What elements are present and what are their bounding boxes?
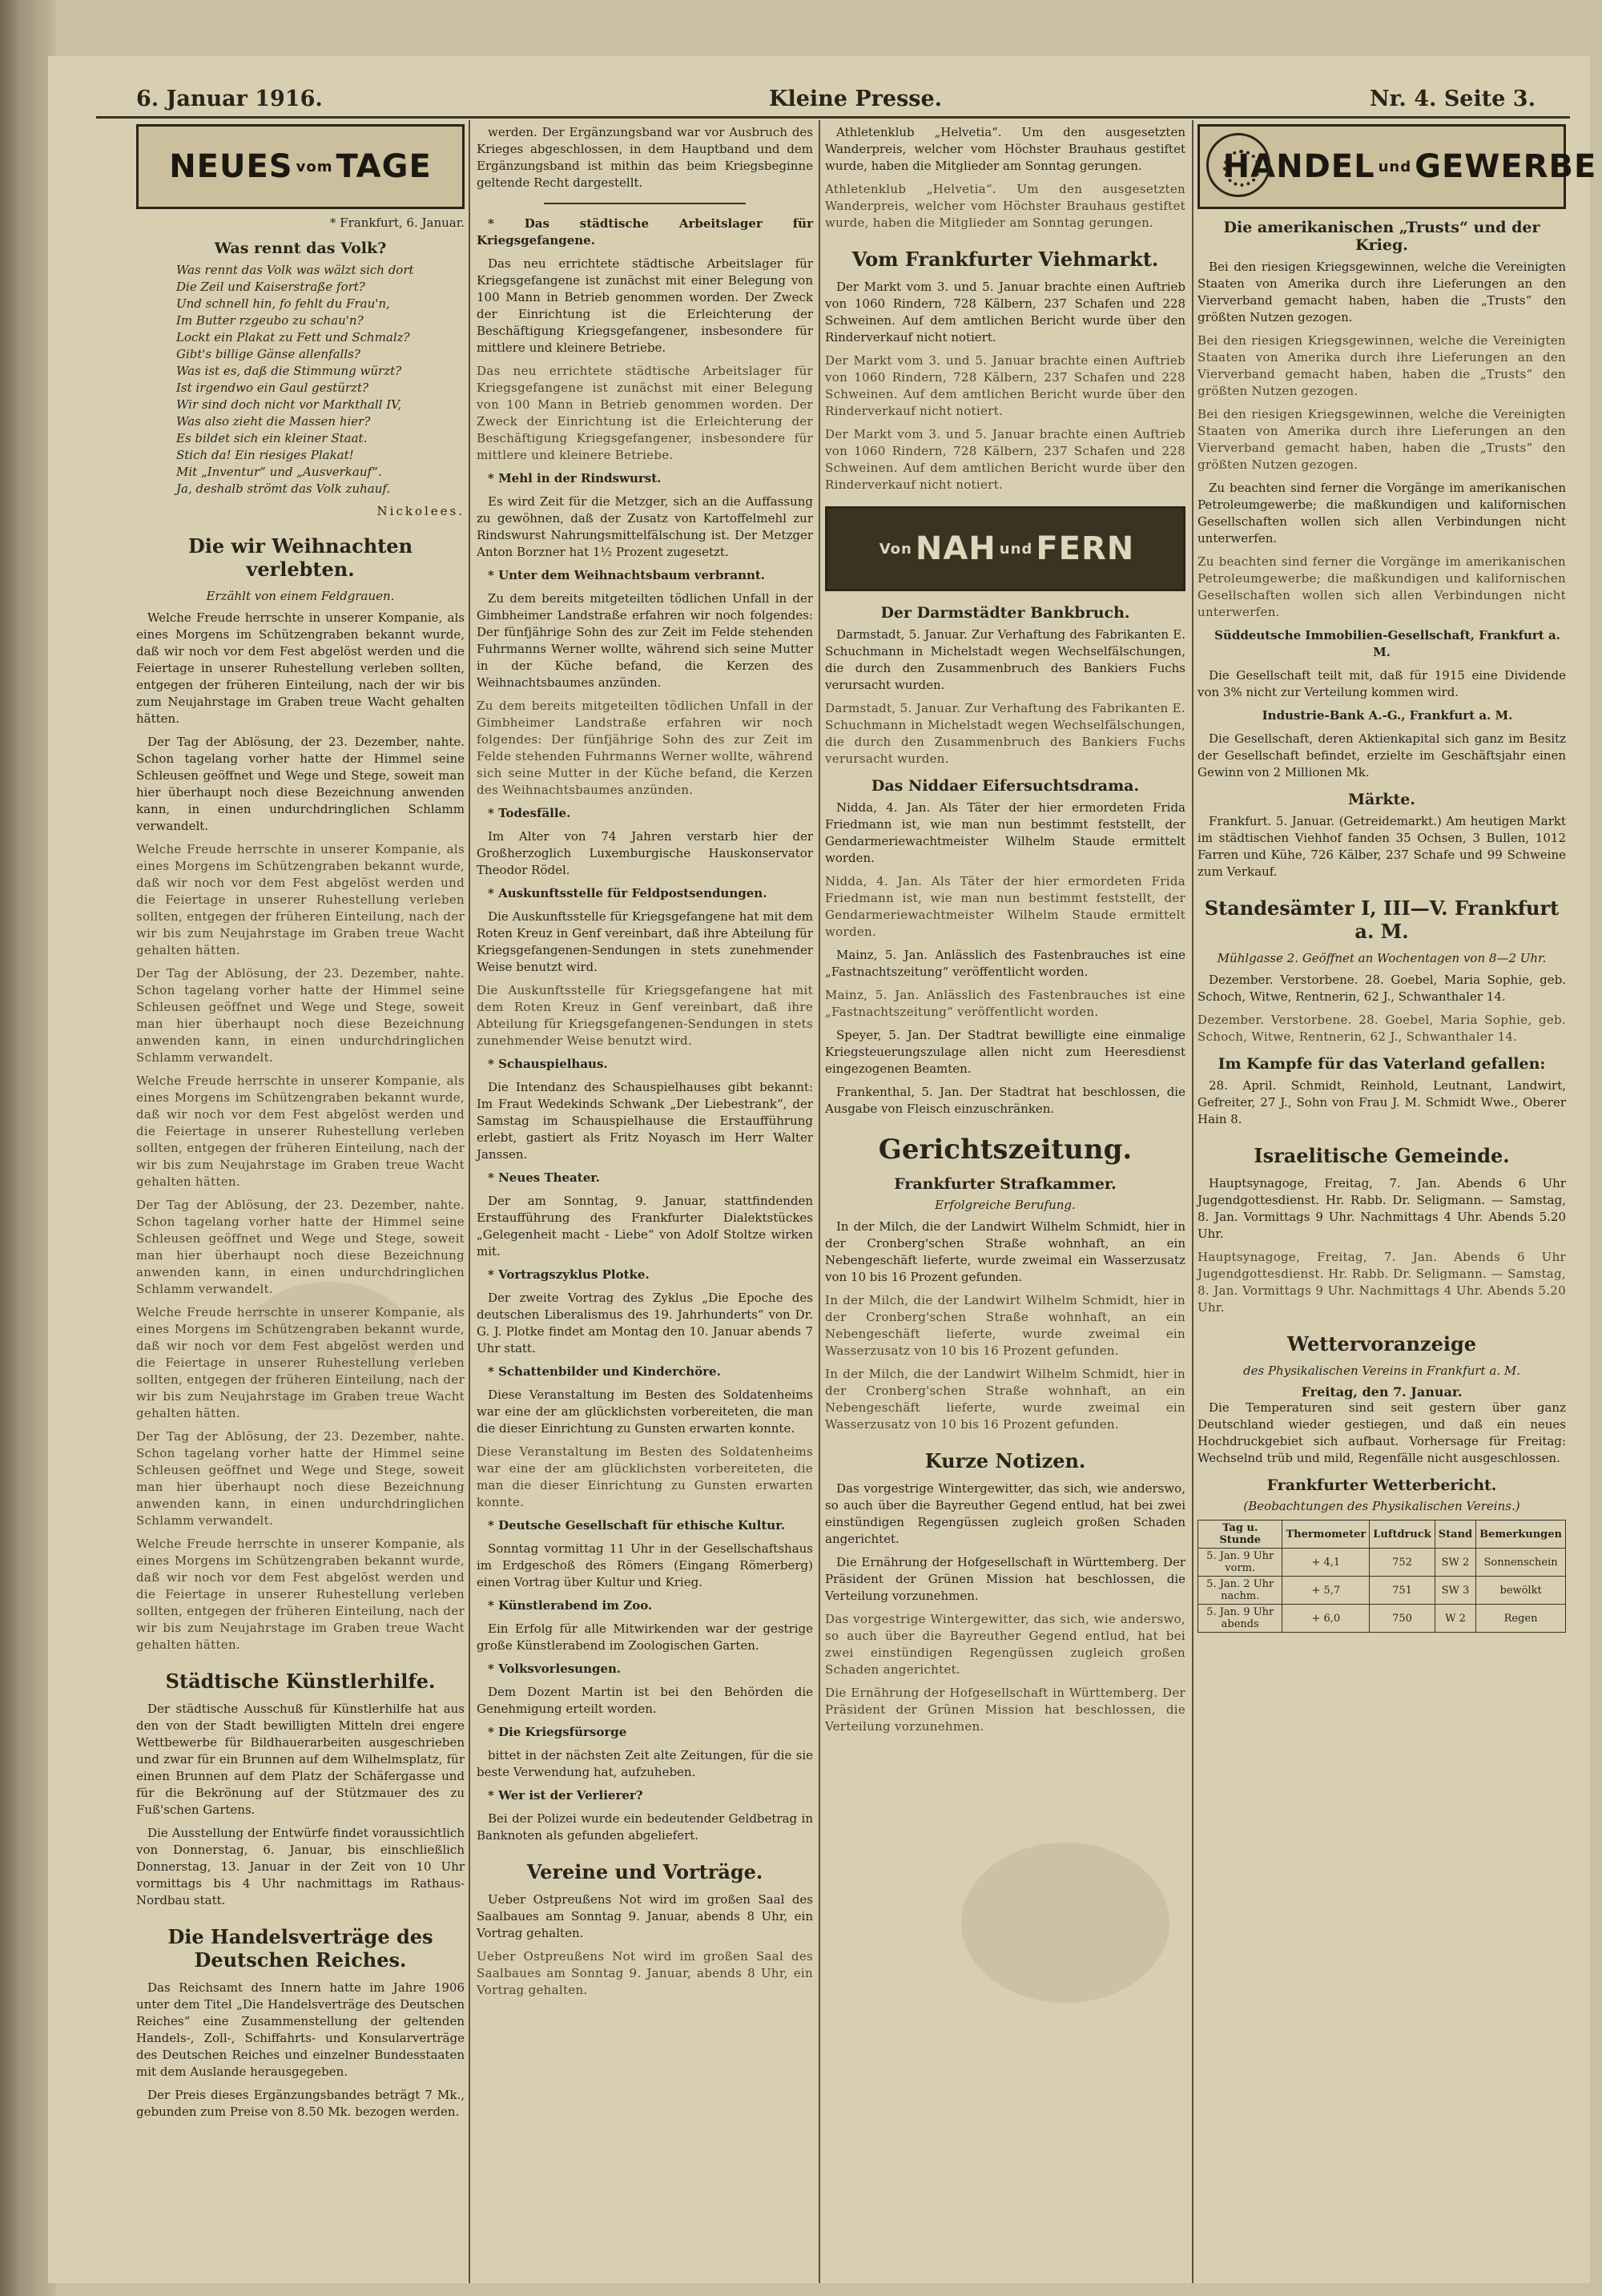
section-headline: Israelitische Gemeinde. (1254, 1144, 1510, 1167)
news-item-title: Industrie-Bank A.-G., Frankfurt a. M. (1262, 708, 1513, 723)
section-headline: Gerichtszeitung. (878, 1134, 1133, 1166)
article-paragraph: Der Tag der Ablösung, der 23. Dezember, nahte. Schon tagelang vorher hatte der Himmel seine Schleusen geöffnet und Wege und Stege, soweit man hier überhaupt noch diese Bezeichnung anwenden kann, in einen undurchdringlichen Schlamm verwandelt. (136, 966, 465, 1065)
banner-word: FERN (1036, 530, 1135, 567)
article-paragraph: Zu dem bereits mitgeteilten tödlichen Unfall in der Gimbheimer Landstraße erfahren wir noch folgendes: Der fünfjährige Sohn des zur Zeit im Felde stehenden Fuhrmanns Werner wollte, während sich seine Mutter in der Küche befand, die Kerzen des Weihnachtsbaumes anzünden. (477, 699, 813, 797)
article-paragraph: Dezember. Verstorbene. 28. Goebel, Maria Sophie, geb. Schoch, Witwe, Rentnerin, 62 J., Schwanthaler 14. (1197, 973, 1566, 1004)
article-paragraph: Ueber Ostpreußens Not wird im großen Saal des Saalbaues am Sonntag 9. Januar, abends 8 Uhr, ein Vortrag gehalten. (477, 1892, 813, 1940)
news-item-title: * Das städtische Arbeitslager für Kriegsgefangene. (477, 216, 813, 248)
table-header-cell: Stand (1435, 1521, 1475, 1549)
article-paragraph: Im Alter von 74 Jahren verstarb hier der Großherzoglich Luxemburgische Hauskonservator Theodor Rödel. (477, 829, 813, 877)
table-header-row (1198, 1521, 1566, 1549)
article-paragraph: Das vorgestrige Wintergewitter, das sich, wie anderswo, so auch über die Bayreuther Gegend entlud, hat bei zwei einstündigen Regengüssen zugleich großen Schaden angerichtet. (825, 1612, 1185, 1677)
table-cell: 751 (1370, 1577, 1435, 1605)
banner-word: NAH (915, 530, 996, 567)
section-headline: Wettervoranzeige (1286, 1332, 1476, 1355)
news-item-title: * Unter dem Weihnachtsbaum verbrannt. (488, 568, 766, 582)
article-subhead: Erzählt von einem Feldgrauen. (206, 589, 395, 603)
article-headline: Der Darmstädter Bankbruch. (880, 604, 1130, 622)
article-subhead: des Physikalischen Vereins in Frankfurt a. M. (1243, 1364, 1520, 1378)
masthead-paper-name: Kleine Presse. (769, 87, 943, 111)
news-item-title: * Auskunftsstelle für Feldpostsendungen. (488, 886, 767, 900)
article-paragraph: Die Temperaturen sind seit gestern über ganz Deutschland wieder gestiegen, und daß ein neues Hochdruckgebiet sich aufbaut. Vorhersage für Freitag: Wechselnd trüb und mild, Regenfälle nicht ausgeschlossen. (1197, 1400, 1566, 1465)
article-paragraph: In der Milch, die der Landwirt Wilhelm Schmidt, hier in der Cronberg'schen Straße wohnhaft, an ein Nebengeschäft lieferte, wurde zweimal ein Wasserzusatz von 10 bis 16 Prozent gefunden. (825, 1367, 1185, 1432)
article-headline: Vom Frankfurter Viehmarkt. (851, 248, 1159, 271)
table-row (1198, 1577, 1566, 1605)
banner-word: und (1378, 158, 1412, 175)
banner-word: Von (879, 540, 912, 558)
table-header-cell: Tag u. Stunde (1198, 1521, 1282, 1549)
weather-date: Freitag, den 7. Januar. (1301, 1384, 1463, 1400)
article-paragraph: Mainz, 5. Jan. Anlässlich des Fastenbrauches ist eine „Fastnachtszeitung“ veröffentlicht worden. (825, 988, 1185, 1019)
news-item-title: * Schattenbilder und Kinderchöre. (488, 1364, 721, 1379)
article-paragraph: bittet in der nächsten Zeit alte Zeitungen, für die sie beste Verwendung hat, aufzuheben. (477, 1748, 813, 1779)
table-cell: 5. Jan. 2 Uhr nachm. (1198, 1577, 1282, 1605)
article-headline: Die amerikanischen „Trusts“ und der Krieg. (1223, 219, 1540, 254)
banner-word: vom (296, 158, 333, 175)
article-paragraph: Zu beachten sind ferner die Vorgänge im amerikanischen Petroleumgewerbe; die maßkundigen und kalifornischen Gesellschaften wollen sich allen Verbindungen nicht unterwerfen. (1197, 481, 1566, 546)
news-item-title: * Die Kriegsfürsorge (488, 1725, 627, 1739)
section-banner-handel-und-gewerbe (1197, 124, 1597, 209)
article-paragraph: Athletenklub „Helvetia“. Um den ausgesetzten Wanderpreis, welcher vom Höchster Brauhaus gestiftet wurde, haben die Mitglieder am Sonntag gerungen. (825, 125, 1185, 173)
article-paragraph: Die Gesellschaft, deren Aktienkapital sich ganz im Besitz der Gesellschaft befindet, erzielte im Geschäftsjahr einen Gewinn von 2 Millionen Mk. (1197, 731, 1566, 779)
article-paragraph: Nidda, 4. Jan. Als Täter der hier ermordeten Frida Friedmann ist, wie man nun bestimmt feststellt, der Gendarmeriewachtmeister Wilhelm Staude ermittelt worden. (825, 800, 1185, 865)
article-paragraph: Zu beachten sind ferner die Vorgänge im amerikanischen Petroleumgewerbe; die maßkundigen und kalifornischen Gesellschaften wollen sich allen Verbindungen nicht unterwerfen. (1197, 554, 1566, 619)
news-item-title: * Künstlerabend im Zoo. (488, 1598, 653, 1613)
article-headline: Märkte. (1348, 791, 1415, 808)
column-rule (819, 120, 820, 2283)
article-paragraph: Ueber Ostpreußens Not wird im großen Saal des Saalbaues am Sonntag 9. Januar, abends 8 Uhr, ein Vortrag gehalten. (477, 1949, 813, 1997)
banner-word: NEUES (169, 148, 293, 185)
news-item-title: * Neues Theater. (488, 1170, 600, 1185)
article-headline: Die wir Weihnachten verlebten. (187, 534, 413, 581)
article-paragraph: Bei den riesigen Kriegsgewinnen, welche die Vereinigten Staaten von Amerika durch ihre Lieferungen an den Vierverband gemacht haben, haben die „Trusts“ den größten Nutzen gezogen. (1197, 333, 1566, 398)
article-headline: Frankfurter Strafkammer. (894, 1175, 1117, 1193)
masthead-page-number: Nr. 4. Seite 3. (1370, 87, 1536, 111)
article-headline: Frankfurter Wetterbericht. (1266, 1476, 1497, 1494)
article-paragraph: Speyer, 5. Jan. Der Stadtrat bewilligte eine einmalige Kriegsteuerungszulage allen nicht zum Heeresdienst eingezogenen Beamten. (825, 1028, 1185, 1076)
article-paragraph: In der Milch, die der Landwirt Wilhelm Schmidt, hier in der Cronberg'schen Straße wohnhaft, an ein Nebengeschäft lieferte, wurde zweimal ein Wasserzusatz von 10 bis 16 Prozent gefunden. (825, 1219, 1185, 1284)
article-headline: Vereine und Vorträge. (526, 1860, 763, 1883)
masthead-rule (96, 116, 1570, 119)
article-paragraph: 28. April. Schmidt, Reinhold, Leutnant, Landwirt, Gefreiter, 27 J., Sohn von Frau J. M. Schmidt Wwe., Oberer Hain 8. (1197, 1078, 1566, 1126)
article-paragraph: Mainz, 5. Jan. Anlässlich des Fastenbrauches ist eine „Fastnachtszeitung“ veröffentlicht worden. (825, 948, 1185, 979)
article-paragraph: Bei den riesigen Kriegsgewinnen, welche die Vereinigten Staaten von Amerika durch ihre Lieferungen an den Vierverband gemacht haben, haben die „Trusts“ den größten Nutzen gezogen. (1197, 260, 1566, 324)
article-headline: Im Kampfe für das Vaterland gefallen: (1218, 1055, 1546, 1073)
weather-table (1197, 1520, 1566, 1633)
article-paragraph: Athletenklub „Helvetia“. Um den ausgesetzten Wanderpreis, welcher vom Höchster Brauhaus gestiftet wurde, haben die Mitglieder am Sonntag gerungen. (825, 182, 1185, 230)
table-cell: Regen (1476, 1605, 1566, 1633)
article-paragraph: Diese Veranstaltung im Besten des Soldatenheims war eine der am glücklichsten vorbereiteten, die man die dieser Einrichtung zu Gunsten erwarten konnte. (477, 1388, 813, 1436)
article-paragraph: Sonntag vormittag 11 Uhr in der Gesellschaftshaus im Erdgeschoß des Römers (Eingang Römerberg) einen Vortrag über Kultur und Krieg. (477, 1541, 813, 1589)
article-paragraph: Welche Freude herrschte in unserer Kompanie, als eines Morgens im Schützengraben bekannt wurde, daß wir noch vor dem Fest abgelöst werden und die Feiertage in unserer Ruhestellung verleben sollten, entgegen der früheren Einteilung, nach der wir bis zum Neujahrstage im Graben treue Wacht gehalten hätten. (136, 610, 465, 726)
column-1 (136, 124, 465, 2279)
section-banner-von-nah-und-fern (825, 506, 1185, 591)
article-paragraph: Es wird Zeit für die Metzger, sich an die Auffassung zu gewöhnen, daß der Zusatz von Kartoffelmehl zur Rindswurst Nahrungsmittelfälschung ist. Der Metzger Anton Borzner hat 1½ Prozent zugesetzt. (477, 494, 813, 559)
table-cell: 752 (1370, 1549, 1435, 1577)
article-paragraph: Diese Veranstaltung im Besten des Soldatenheims war eine der am glücklichsten vorbereiteten, die man die dieser Einrichtung zu Gunsten erwarten konnte. (477, 1444, 813, 1509)
article-headline: Städtische Künstlerhilfe. (165, 1670, 436, 1693)
article-paragraph: Die Intendanz des Schauspielhauses gibt bekannt: Im Fraut Wedekinds Schwank „Der Liebestrank“, der Samstag im Schauspielhause die Erstaufführung erlebt, gastiert als Fritz Noyasch im Herr Walter Janssen. (477, 1080, 813, 1162)
section-headline: Kurze Notizen. (924, 1449, 1086, 1472)
table-cell: 5. Jan. 9 Uhr vorm. (1198, 1549, 1282, 1577)
article-paragraph: Dezember. Verstorbene. 28. Goebel, Maria Sophie, geb. Schoch, Witwe, Rentnerin, 62 J., Schwanthaler 14. (1197, 1013, 1566, 1044)
news-item-title: * Mehl in der Rindswurst. (488, 471, 662, 485)
article-paragraph: Frankenthal, 5. Jan. Der Stadtrat hat beschlossen, die Ausgabe von Fleisch einzuschränken. (825, 1085, 1185, 1116)
poem-title: Was rennt das Volk? (214, 240, 387, 257)
article-paragraph: Das neu errichtete städtische Arbeitslager für Kriegsgefangene ist zunächst mit einer Belegung von 100 Mann in Betrieb genommen worden. Der Zweck der Einrichtung ist die Erleichterung der Beschäftigung Kriegsgefangener, insbesondere für mittlere und kleinere Betriebe. (477, 256, 813, 355)
table-header-cell: Thermometer (1282, 1521, 1370, 1549)
article-paragraph: Welche Freude herrschte in unserer Kompanie, als eines Morgens im Schützengraben bekannt wurde, daß wir noch vor dem Fest abgelöst werden und die Feiertage in unserer Ruhestellung verleben sollten, entgegen der früheren Einteilung, nach der wir bis zum Neujahrstage im Graben treue Wacht gehalten hätten. (136, 1305, 465, 1420)
article-paragraph: Der Tag der Ablösung, der 23. Dezember, nahte. Schon tagelang vorher hatte der Himmel seine Schleusen geöffnet und Wege und Stege, soweit man hier überhaupt noch diese Bezeichnung anwenden kann, in einen undurchdringlichen Schlamm verwandelt. (136, 1198, 465, 1296)
article-paragraph: Der Tag der Ablösung, der 23. Dezember, nahte. Schon tagelang vorher hatte der Himmel seine Schleusen geöffnet und Wege und Stege, soweit man hier überhaupt noch diese Bezeichnung anwenden kann, in einen undurchdringlichen Schlamm verwandelt. (136, 1429, 465, 1528)
article-paragraph: Bei den riesigen Kriegsgewinnen, welche die Vereinigten Staaten von Amerika durch ihre Lieferungen an den Vierverband gemacht haben, haben die „Trusts“ den größten Nutzen gezogen. (1197, 407, 1566, 472)
article-paragraph: Ein Erfolg für alle Mitwirkenden war der gestrige große Künstlerabend im Zoologischen Garten. (477, 1621, 813, 1653)
news-item-title: Süddeutsche Immobilien-Gesellschaft, Frankfurt a. M. (1214, 628, 1560, 659)
article-subhead: Erfolgreiche Berufung. (935, 1198, 1076, 1212)
article-paragraph: Der Markt vom 3. und 5. Januar brachte einen Auftrieb von 1060 Rindern, 728 Kälbern, 237 Schafen und 228 Schweinen. Auf dem amtlichen Bericht wurde über den Rinderverkauf nicht notiert. (825, 353, 1185, 418)
news-item-title: * Wer ist der Verlierer? (488, 1788, 643, 1803)
column-3 (825, 124, 1185, 2279)
table-cell: + 6,0 (1282, 1605, 1370, 1633)
article-paragraph: Die Auskunftsstelle für Kriegsgefangene hat mit dem Roten Kreuz in Genf vereinbart, daß ihre Abteilung für Kriegsgefangenen-Sendungen in stets zunehmender Weise benutzt wird. (477, 909, 813, 974)
article-paragraph: Hauptsynagoge, Freitag, 7. Jan. Abends 6 Uhr Jugendgottesdienst. Hr. Rabb. Dr. Seligmann. — Samstag, 8. Jan. Vormittags 9 Uhr. Nachmittags 4 Uhr. Abends 5.20 Uhr. (1197, 1250, 1566, 1315)
table-row (1198, 1605, 1566, 1633)
article-paragraph: Frankfurt. 5. Januar. (Getreidemarkt.) Am heutigen Markt im städtischen Viehhof fanden 35 Ochsen, 3 Bullen, 1012 Farren und Kühe, 726 Kälber, 237 Schafe und 99 Schweine zum Verkauf. (1197, 814, 1566, 879)
table-header-cell: Bemerkungen (1476, 1521, 1566, 1549)
column-4 (1197, 124, 1597, 2279)
table-cell: + 5,7 (1282, 1577, 1370, 1605)
article-paragraph: Die Ernährung der Hofgesellschaft in Württemberg. Der Präsident der Grünen Mission hat beschlossen, die Verteilung vorzunehmen. (825, 1686, 1185, 1734)
article-paragraph: werden. Der Ergänzungsband war vor Ausbruch des Krieges abgeschlossen, in dem Hauptband und dem Ergänzungsband ist mithin das beim Kriegsbeginne geltende Recht dargestellt. (477, 125, 813, 190)
news-item-title: * Schauspielhaus. (488, 1057, 608, 1071)
article-paragraph: In der Milch, die der Landwirt Wilhelm Schmidt, hier in der Cronberg'schen Straße wohnhaft, an ein Nebengeschäft lieferte, wurde zweimal ein Wasserzusatz von 10 bis 16 Prozent gefunden. (825, 1293, 1185, 1358)
news-item-title: * Deutsche Gesellschaft für ethische Kultur. (488, 1518, 785, 1533)
table-cell: Sonnenschein (1476, 1549, 1566, 1577)
article-paragraph: Die Gesellschaft teilt mit, daß für 1915 eine Dividende von 3% nicht zur Verteilung kommen wird. (1197, 668, 1566, 699)
article-paragraph: Hauptsynagoge, Freitag, 7. Jan. Abends 6 Uhr Jugendgottesdienst. Hr. Rabb. Dr. Seligmann. — Samstag, 8. Jan. Vormittags 9 Uhr. Nachmittags 4 Uhr. Abends 5.20 Uhr. (1197, 1176, 1566, 1241)
separator (544, 203, 746, 204)
section-banner-neues-vom-tage (136, 124, 465, 209)
banner-word: GEWERBE (1415, 148, 1597, 185)
poem-signature: Nickolees. (376, 504, 465, 518)
masthead (120, 80, 1570, 112)
news-item-title: * Vortragszyklus Plotke. (488, 1267, 650, 1282)
article-paragraph: Welche Freude herrschte in unserer Kompanie, als eines Morgens im Schützengraben bekannt wurde, daß wir noch vor dem Fest abgelöst werden und die Feiertage in unserer Ruhestellung verleben sollten, entgegen der früheren Einteilung, nach der wir bis zum Neujahrstage im Graben treue Wacht gehalten hätten. (136, 1073, 465, 1189)
article-paragraph: Der Markt vom 3. und 5. Januar brachte einen Auftrieb von 1060 Rindern, 728 Kälbern, 237 Schafen und 228 Schweinen. Auf dem amtlichen Bericht wurde über den Rinderverkauf nicht notiert. (825, 280, 1185, 344)
article-paragraph: Die Auskunftsstelle für Kriegsgefangene hat mit dem Roten Kreuz in Genf vereinbart, daß ihre Abteilung für Kriegsgefangenen-Sendungen in stets zunehmender Weise benutzt wird. (477, 983, 813, 1048)
news-item-title: * Todesfälle. (488, 806, 571, 820)
article-paragraph: Welche Freude herrschte in unserer Kompanie, als eines Morgens im Schützengraben bekannt wurde, daß wir noch vor dem Fest abgelöst werden und die Feiertage in unserer Ruhestellung verleben sollten, entgegen der früheren Einteilung, nach der wir bis zum Neujahrstage im Graben treue Wacht gehalten hätten. (136, 1537, 465, 1652)
article-paragraph: Der Preis dieses Ergänzungsbandes beträgt 7 Mk., gebunden zum Preise von 8.50 Mk. bezogen werden. (136, 2088, 465, 2119)
article-paragraph: Der zweite Vortrag des Zyklus „Die Epoche des deutschen Liberalismus des 19. Jahrhunderts“ von Dr. G. J. Plotke findet am Montag den 10. Januar abends 7 Uhr statt. (477, 1291, 813, 1355)
dateline: * Frankfurt, 6. Januar. (329, 216, 465, 230)
banner-word: HANDEL (1222, 148, 1375, 185)
table-header-cell: Luftdruck (1370, 1521, 1435, 1549)
poem: Was rennt das Volk was wälzt sich dort Die Zeil und Kaiserstraße fort? Und schnell hin, fo fehlt du Frau'n, Im Butter rzgeubo zu schau'n? Lockt ein Plakat zu Fett und Schmalz? Gibt's billige Gänse allenfalls? Was ist es, daß die Stimmung würzt? Ist irgendwo ein Gaul gestürzt? Wir sind doch nicht vor Markthall IV, Was also zieht die Massen hier? Es bildet sich ein kleiner Staat. Stich da! Ein riesiges Plakat! Mit „Inventur“ und „Ausverkauf“. Ja, deshalb strömt das Volk zuhauf. (176, 263, 414, 496)
column-rule (469, 120, 470, 2283)
article-paragraph: Nidda, 4. Jan. Als Täter der hier ermordeten Frida Friedmann ist, wie man nun bestimmt feststellt, der Gendarmeriewachtmeister Wilhelm Staude ermittelt worden. (825, 874, 1185, 939)
table-cell: SW 3 (1435, 1577, 1475, 1605)
article-paragraph: Das vorgestrige Wintergewitter, das sich, wie anderswo, so auch über die Bayreuther Gegend entlud, hat bei zwei einstündigen Regengüssen zugleich großen Schaden angerichtet. (825, 1481, 1185, 1546)
article-paragraph: Zu dem bereits mitgeteilten tödlichen Unfall in der Gimbheimer Landstraße erfahren wir noch folgendes: Der fünfjährige Sohn des zur Zeit im Felde stehenden Fuhrmanns Werner wollte, während sich seine Mutter in der Küche befand, die Kerzen des Weihnachtsbaumes anzünden. (477, 591, 813, 690)
article-paragraph: Bei der Polizei wurde ein bedeutender Geldbetrag in Banknoten als gefunden abgeliefert. (477, 1811, 813, 1843)
banner-word: und (999, 540, 1033, 558)
table-cell: bewölkt (1476, 1577, 1566, 1605)
gear-emblem-icon (1206, 133, 1270, 197)
article-headline: Die Handelsverträge des Deutschen Reiches. (167, 1925, 433, 1972)
article-paragraph: Das neu errichtete städtische Arbeitslager für Kriegsgefangene ist zunächst mit einer Belegung von 100 Mann in Betrieb genommen worden. Der Zweck der Einrichtung ist die Erleichterung der Beschäftigung Kriegsgefangener, insbesondere für mittlere und kleinere Betriebe. (477, 364, 813, 462)
article-subhead: Mühlgasse 2. Geöffnet an Wochentagen von 8—2 Uhr. (1217, 951, 1547, 965)
table-cell: W 2 (1435, 1605, 1475, 1633)
article-headline: Das Niddaer Eifersuchtsdrama. (871, 777, 1140, 795)
article-paragraph: Dem Dozent Martin ist bei den Behörden die Genehmigung erteilt worden. (477, 1685, 813, 1716)
article-paragraph: Die Ausstellung der Entwürfe findet voraussichtlich von Donnerstag, 6. Januar, bis einschließlich Donnerstag, 13. Januar in der Zeit von 10 Uhr vormittags bis 4 Uhr nachmittags im Rathaus-Nordbau statt. (136, 1826, 465, 1907)
article-paragraph: Der städtische Ausschuß für Künstlerhilfe hat aus den von der Stadt bewilligten Mitteln drei engere Wettbewerbe für Bildhauerarbeiten ausgeschrieben und zwar für ein Brunnen auf dem Wilhelmsplatz, für einen Brunnen auf dem Platz der Schäfergasse und für die Bekrönung auf der Stützmauer des zu Fuß'schen Gartens. (136, 1702, 465, 1817)
section-headline: Standesämter I, III—V. Frankfurt a. M. (1204, 896, 1560, 943)
article-paragraph: Der Tag der Ablösung, der 23. Dezember, nahte. Schon tagelang vorher hatte der Himmel seine Schleusen geöffnet und Wege und Stege, soweit man hier überhaupt noch diese Bezeichnung anwenden kann, in einen undurchdringlichen Schlamm verwandelt. (136, 735, 465, 833)
news-item-title: * Volksvorlesungen. (488, 1662, 622, 1676)
column-2 (477, 124, 813, 2279)
table-cell: 5. Jan. 9 Uhr abends (1198, 1605, 1282, 1633)
article-paragraph: Darmstadt, 5. Januar. Zur Verhaftung des Fabrikanten E. Schuchmann in Michelstadt wegen Wechselfälschungen, die durch den Zusammenbruch des Bankiers Fuchs verursacht wurden. (825, 627, 1185, 692)
article-paragraph: Darmstadt, 5. Januar. Zur Verhaftung des Fabrikanten E. Schuchmann in Michelstadt wegen Wechselfälschungen, die durch den Zusammenbruch des Bankiers Fuchs verursacht wurden. (825, 701, 1185, 766)
table-cell: SW 2 (1435, 1549, 1475, 1577)
article-paragraph: Der Markt vom 3. und 5. Januar brachte einen Auftrieb von 1060 Rindern, 728 Kälbern, 237 Schafen und 228 Schweinen. Auf dem amtlichen Bericht wurde über den Rinderverkauf nicht notiert. (825, 427, 1185, 492)
article-paragraph: Der am Sonntag, 9. Januar, stattfindenden Erstaufführung des Frankfurter Dialektstückes „Gelegenheit macht - Liebe“ von Adolf Stoltze wirken mit. (477, 1194, 813, 1259)
article-paragraph: Die Ernährung der Hofgesellschaft in Württemberg. Der Präsident der Grünen Mission hat beschlossen, die Verteilung vorzunehmen. (825, 1555, 1185, 1603)
banner-word: TAGE (336, 148, 432, 185)
article-paragraph: Welche Freude herrschte in unserer Kompanie, als eines Morgens im Schützengraben bekannt wurde, daß wir noch vor dem Fest abgelöst werden und die Feiertage in unserer Ruhestellung verleben sollten, entgegen der früheren Einteilung, nach der wir bis zum Neujahrstage im Graben treue Wacht gehalten hätten. (136, 842, 465, 957)
table-cell: + 4,1 (1282, 1549, 1370, 1577)
column-rule (1192, 120, 1193, 2283)
table-row (1198, 1549, 1566, 1577)
table-cell: 750 (1370, 1605, 1435, 1633)
article-subhead: (Beobachtungen des Physikalischen Vereins.) (1243, 1499, 1520, 1513)
article-paragraph: Das Reichsamt des Innern hatte im Jahre 1906 unter dem Titel „Die Handelsverträge des Deutschen Reiches“ eine Zusammenstellung der geltenden Handels-, Zoll-, Schiffahrts- und Konsularverträge des Deutschen Reiches und einzelner Bundesstaaten mit dem Auslande herausgegeben. (136, 1980, 465, 2079)
masthead-date: 6. Januar 1916. (136, 87, 323, 111)
